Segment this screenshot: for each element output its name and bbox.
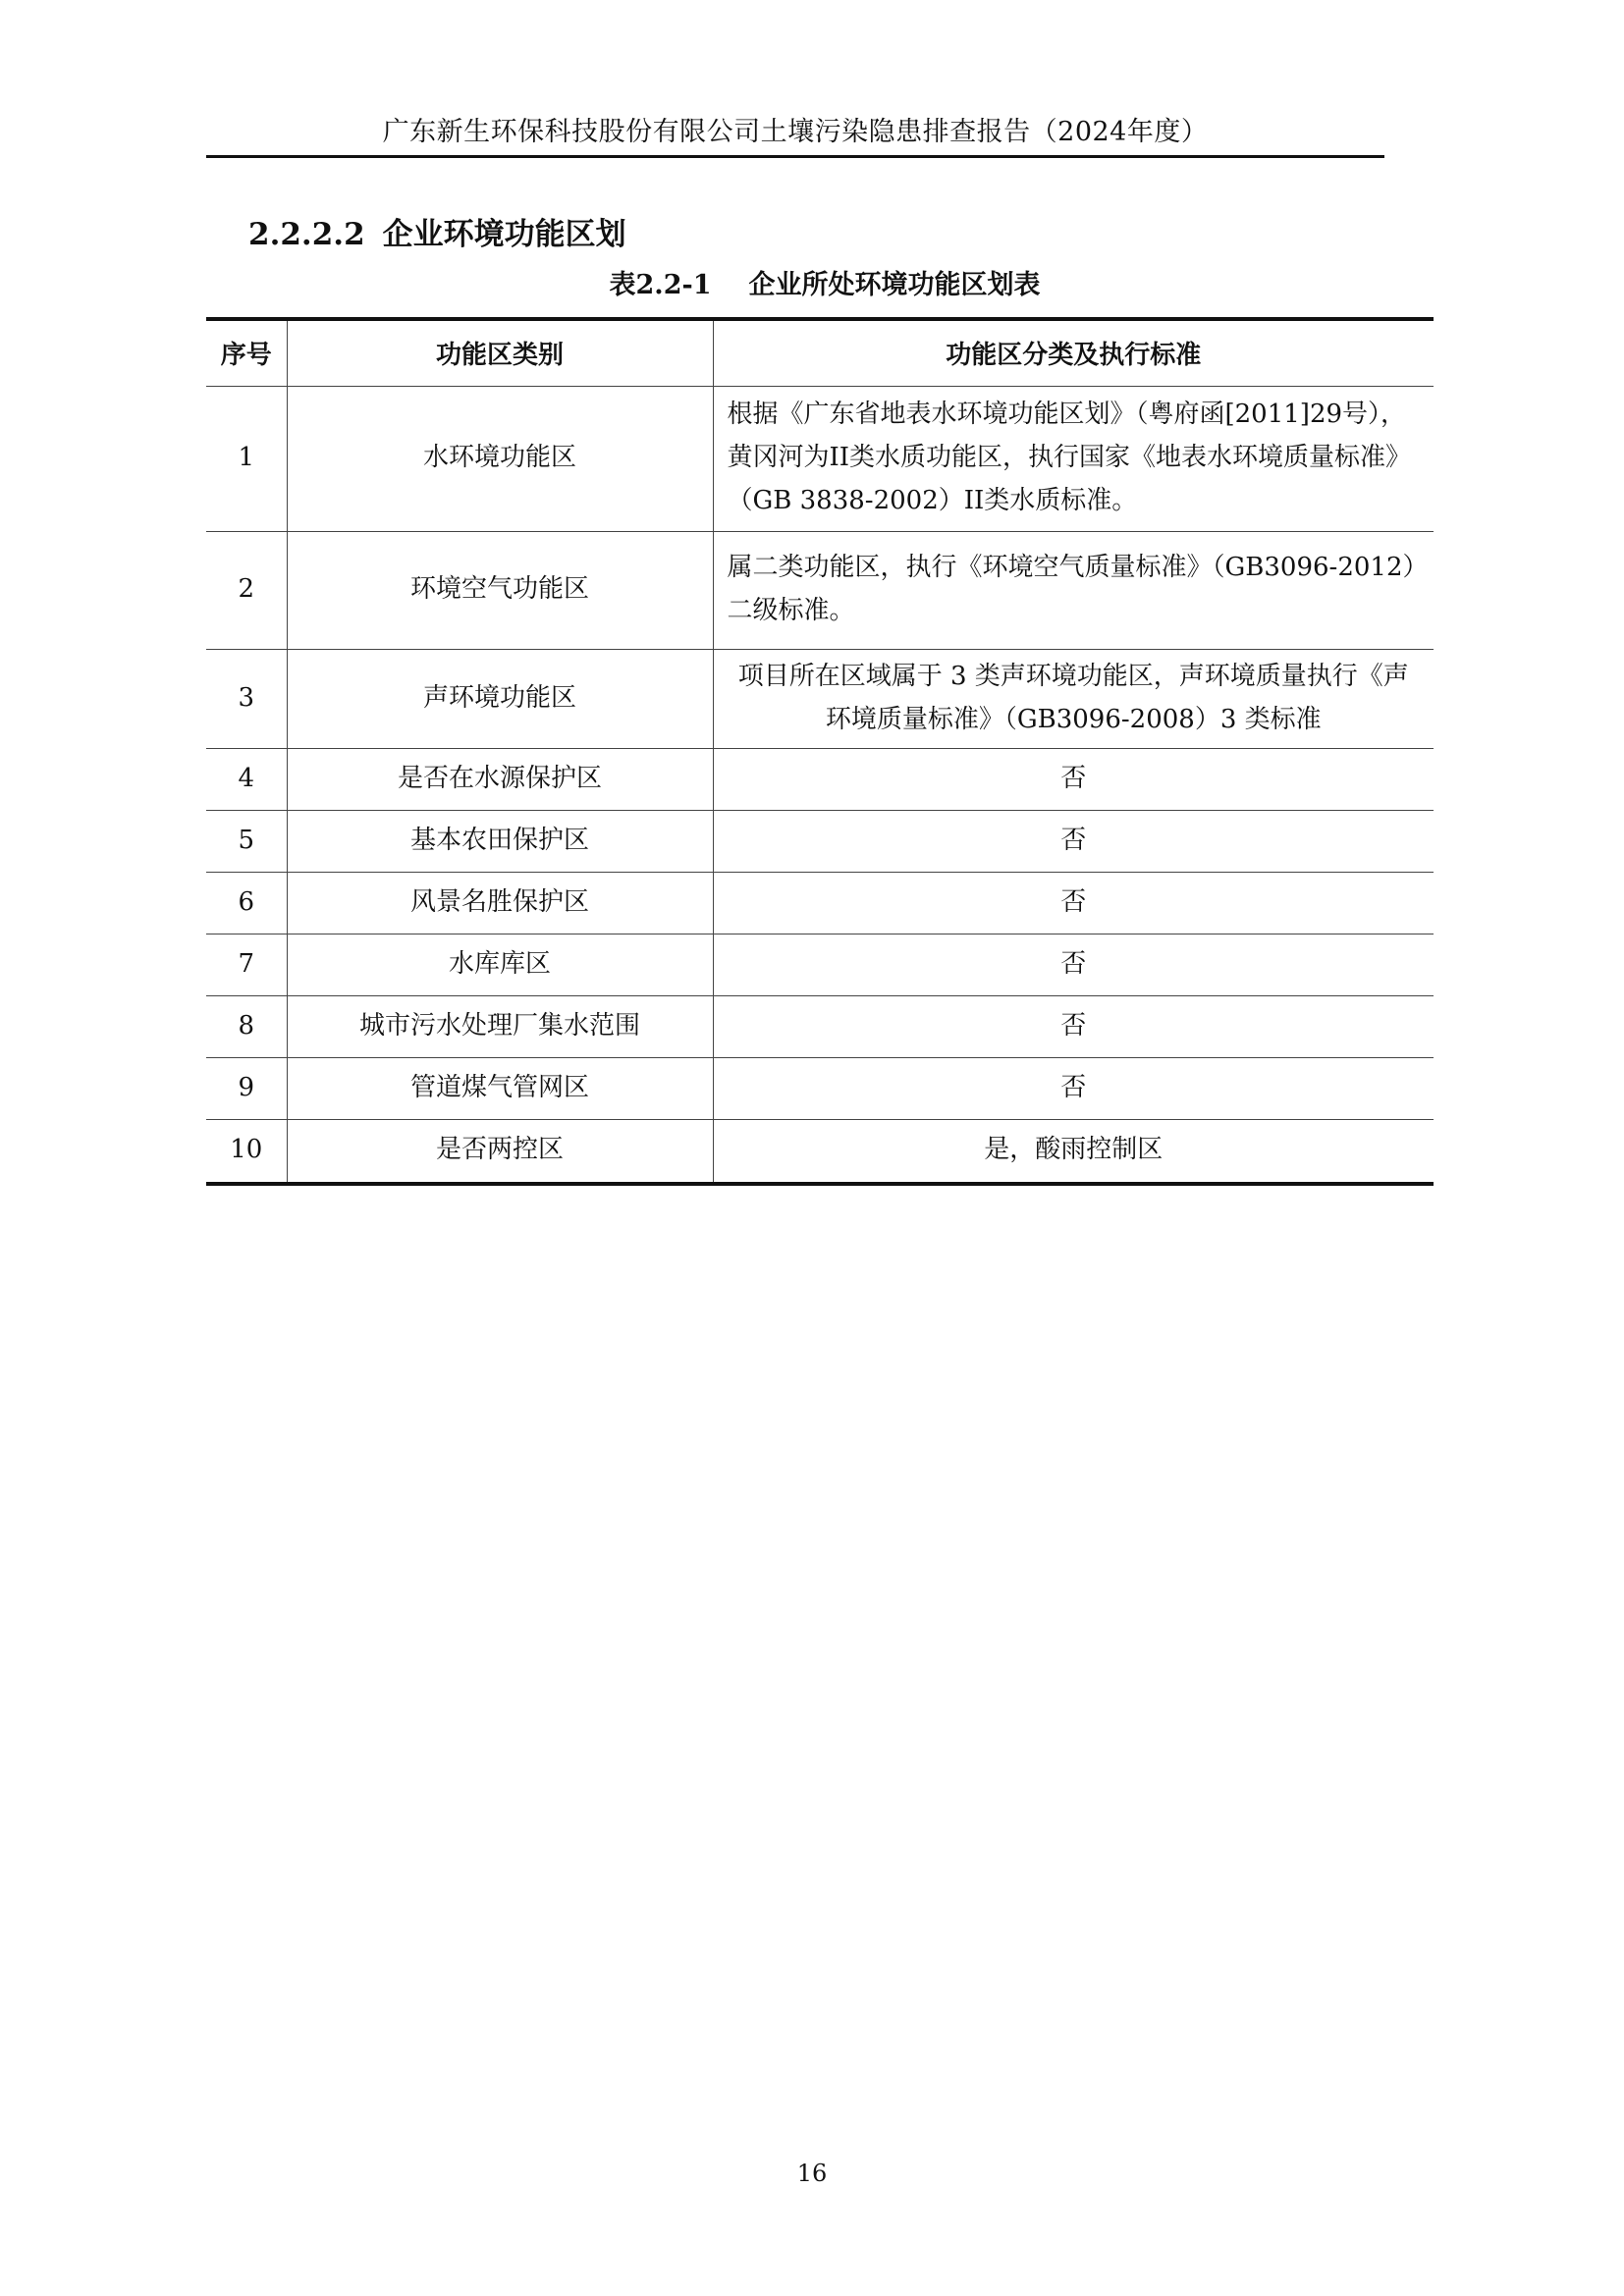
zone-standard: 属二类功能区，执行《环境空气质量标准》（GB3096-2012）二级标准。 xyxy=(713,531,1434,649)
zone-standard: 否 xyxy=(713,810,1434,872)
table-caption-number: 表2.2-1 xyxy=(609,270,712,300)
row-number: 6 xyxy=(206,872,287,934)
header-rule xyxy=(206,155,1384,158)
table-row xyxy=(206,649,1434,748)
table-row xyxy=(206,810,1434,872)
zone-standard: 否 xyxy=(713,748,1434,810)
zone-type: 是否在水源保护区 xyxy=(287,748,713,810)
zone-standard: 是，酸雨控制区 xyxy=(713,1119,1434,1184)
table-row xyxy=(206,386,1434,531)
row-number: 1 xyxy=(206,386,287,531)
zone-type: 水库库区 xyxy=(287,934,713,995)
environment-zone-table xyxy=(206,317,1434,1186)
row-number: 8 xyxy=(206,995,287,1057)
zone-type: 风景名胜保护区 xyxy=(287,872,713,934)
zone-standard: 否 xyxy=(713,934,1434,995)
row-number: 10 xyxy=(206,1119,287,1184)
table-row xyxy=(206,934,1434,995)
zone-type: 是否两控区 xyxy=(287,1119,713,1184)
running-header: 广东新生环保科技股份有限公司土壤污染隐患排查报告（2024年度） xyxy=(382,117,1209,147)
section-number: 2.2.2.2 xyxy=(248,217,365,252)
row-number: 5 xyxy=(206,810,287,872)
row-number: 7 xyxy=(206,934,287,995)
page-number: 16 xyxy=(796,2160,828,2187)
column-header-zone-type: 功能区类别 xyxy=(287,319,713,386)
zone-standard: 否 xyxy=(713,872,1434,934)
section-title: 企业环境功能区划 xyxy=(382,217,626,252)
table-row xyxy=(206,1057,1434,1119)
table-caption-title: 企业所处环境功能区划表 xyxy=(748,270,1041,300)
table-row xyxy=(206,995,1434,1057)
zone-type: 城市污水处理厂集水范围 xyxy=(287,995,713,1057)
zone-standard: 项目所在区域属于 3 类声环境功能区，声环境质量执行《声环境质量标准》（GB3096-2008）3 类标准 xyxy=(713,649,1434,748)
section-heading xyxy=(248,209,626,253)
table-row xyxy=(206,748,1434,810)
row-number: 4 xyxy=(206,748,287,810)
table-row xyxy=(206,531,1434,649)
table-row xyxy=(206,872,1434,934)
zone-type: 声环境功能区 xyxy=(287,649,713,748)
zone-type: 环境空气功能区 xyxy=(287,531,713,649)
row-number: 2 xyxy=(206,531,287,649)
zone-standard: 否 xyxy=(713,995,1434,1057)
table-caption xyxy=(206,263,1443,301)
row-number: 9 xyxy=(206,1057,287,1119)
zone-standard: 根据《广东省地表水环境功能区划》（粤府函[2011]29号），黄冈河为II类水质功能区，执行国家《地表水环境质量标准》（GB 3838-2002）II类水质标准。 xyxy=(713,386,1434,531)
table-row xyxy=(206,1119,1434,1184)
zone-type: 管道煤气管网区 xyxy=(287,1057,713,1119)
zone-type: 基本农田保护区 xyxy=(287,810,713,872)
column-header-number: 序号 xyxy=(206,319,287,386)
table-header-row xyxy=(206,319,1434,386)
column-header-standard: 功能区分类及执行标准 xyxy=(713,319,1434,386)
row-number: 3 xyxy=(206,649,287,748)
zone-type: 水环境功能区 xyxy=(287,386,713,531)
zone-standard: 否 xyxy=(713,1057,1434,1119)
